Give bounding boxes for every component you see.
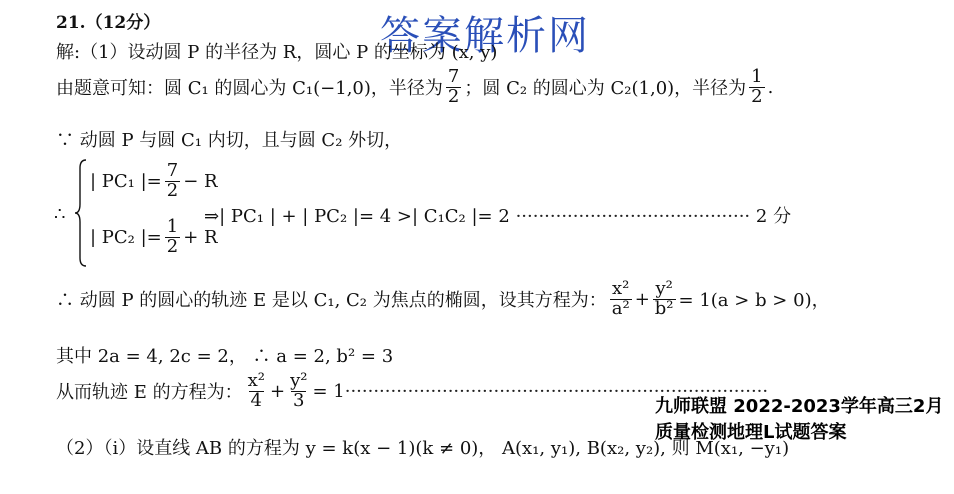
case1-fraction xyxy=(165,162,180,201)
fraction-numerator: y² xyxy=(655,278,673,299)
fraction-denominator: 2 xyxy=(751,85,763,107)
trajectory-x-fraction xyxy=(246,372,267,411)
fraction-denominator: 3 xyxy=(293,389,305,411)
solution-line-1: 解:（1）设动圆 P 的半径为 R，圆心 P 的坐标为 (x, y) xyxy=(56,42,498,63)
radius-fraction-2 xyxy=(749,68,764,107)
case2-lhs: | PC₂ |= xyxy=(90,226,162,248)
case-equation-2 xyxy=(90,218,218,257)
fraction-denominator: 2 xyxy=(166,179,179,201)
left-brace-icon xyxy=(74,158,88,268)
case2-fraction xyxy=(165,218,180,257)
case-system xyxy=(54,158,834,270)
line5-text-a: ∴ 动圆 P 的圆心的轨迹 E 是以 C₁, C₂ 为焦点的椭圆，设其方程为： xyxy=(56,290,607,312)
plus-sign: + xyxy=(634,288,650,310)
line2-text-a: 由题意可知：圆 C₁ 的圆心为 C₁(−1,0)，半径为 xyxy=(56,78,443,100)
line5-text-b: = 1(a > b > 0)， xyxy=(678,290,830,312)
score-leader-dots: ········································· xyxy=(515,206,751,227)
watermark-text: 答案解析网 xyxy=(380,13,590,59)
case-equation-1 xyxy=(90,162,218,201)
case1-lhs: | PC₁ |= xyxy=(90,170,162,192)
fraction-numerator: 1 xyxy=(166,216,179,237)
fraction-numerator: x² xyxy=(247,370,265,391)
solution-line-6: 其中 2a = 4, 2c = 2， ∴ a = 2, b² = 3 xyxy=(56,346,394,367)
document-title-overlay: 九师联盟 2022-2023学年高三2月质量检测地理L试题答案 xyxy=(655,396,944,443)
solution-line-3: ∵ 动圆 P 与圆 C₁ 内切，且与圆 C₂ 外切， xyxy=(56,130,403,151)
score-label: 2 分 xyxy=(755,206,792,227)
fraction-numerator: 1 xyxy=(751,66,763,87)
case1-rhs: − R xyxy=(183,170,218,192)
case2-rhs: + R xyxy=(183,226,218,248)
fraction-numerator: 7 xyxy=(447,66,460,87)
solution-line-5 xyxy=(56,280,830,319)
fraction-denominator: b² xyxy=(654,297,674,319)
fraction-denominator: 2 xyxy=(166,235,179,257)
fraction-denominator: 4 xyxy=(250,389,262,411)
therefore-symbol: ∴ xyxy=(54,204,66,225)
plus-sign: + xyxy=(269,380,286,402)
radius-fraction-1 xyxy=(446,68,461,107)
solution-line-2 xyxy=(56,68,773,107)
line7-text-a: 从而轨迹 E 的方程为： xyxy=(56,382,243,404)
fraction-denominator: 2 xyxy=(447,85,460,107)
ellipse-x-fraction xyxy=(610,280,632,319)
case-result xyxy=(204,202,791,228)
question-number: 21.（12分） xyxy=(56,13,161,33)
case-result-text: ⇒| PC₁ | + | PC₂ |= 4 >| C₁C₂ |= 2 xyxy=(204,206,510,227)
score-leader-dots: ·········································································· xyxy=(344,380,769,402)
line2-text-b: ；圆 C₂ 的圆心为 C₂(1,0)，半径为 xyxy=(464,78,747,100)
line2-text-c: . xyxy=(767,76,774,98)
trajectory-y-fraction xyxy=(288,372,309,411)
line7-text-b: = 1 xyxy=(312,380,345,402)
fraction-numerator: x² xyxy=(612,278,630,299)
fraction-denominator: a² xyxy=(611,297,630,319)
ellipse-y-fraction xyxy=(653,280,676,319)
fraction-numerator: y² xyxy=(290,370,308,391)
fraction-numerator: 7 xyxy=(166,160,179,181)
solution-line-8: （2）（i）设直线 AB 的方程为 y = k(x − 1)(k ≠ 0)， A(x₁, y₁), B(x₂, y₂), 则 M(x₁, −y₁) xyxy=(56,438,790,459)
